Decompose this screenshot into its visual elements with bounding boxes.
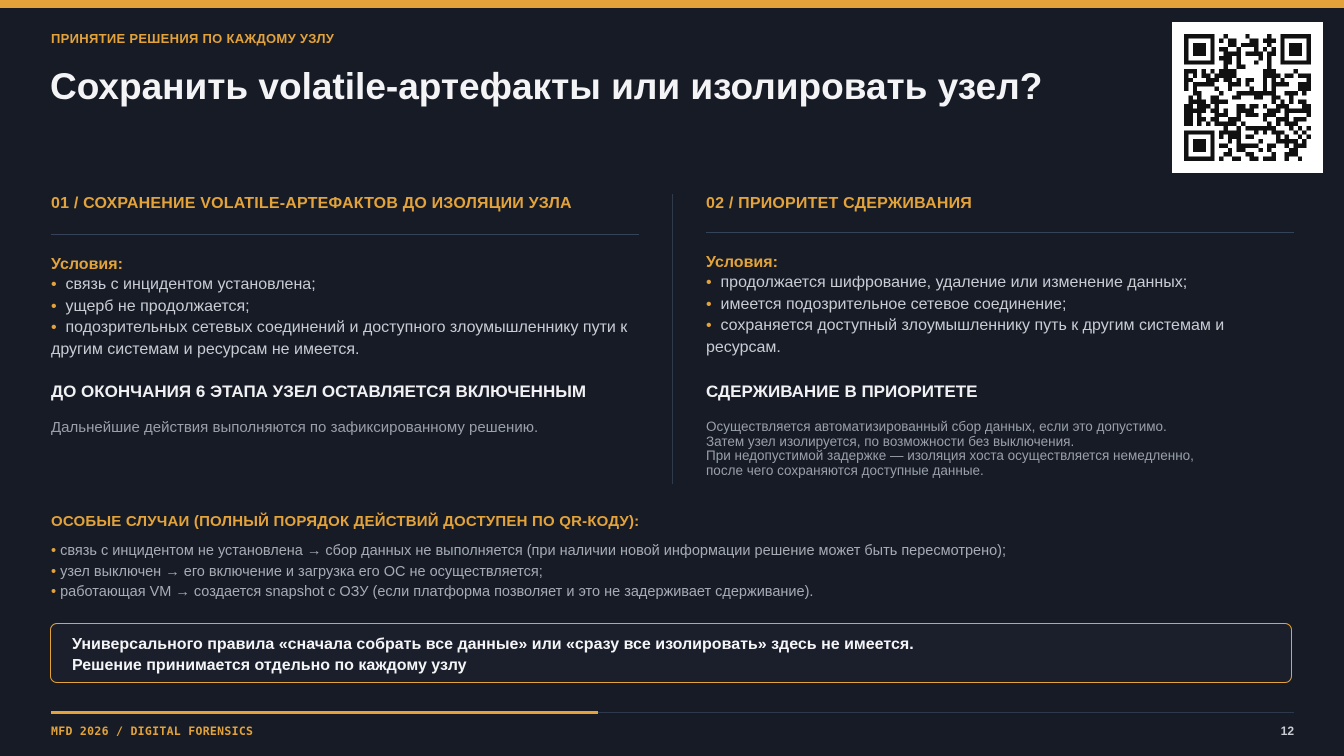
list-item: • имеется подозрительное сетевое соединение; xyxy=(706,295,1067,313)
special-cases-heading: ОСОБЫЕ СЛУЧАИ (ПОЛНЫЙ ПОРЯДОК ДЕЙСТВИЙ ДОСТУПЕН ПО QR-КОДУ): xyxy=(51,513,640,530)
note-line: Затем узел изолируется, по возможности без выключения. xyxy=(706,433,1075,449)
bullet-icon: • xyxy=(706,274,712,291)
list-item: • ущерб не продолжается; xyxy=(51,297,250,315)
list-item: • связь с инцидентом не установлена → сбор данных не выполняется (при наличии новой информации решение может быть пересмотрено); xyxy=(51,543,1007,559)
list-item: • подозрительных сетевых соединений и доступного злоумышленнику пути к другим системам и ресурсам не имеется. xyxy=(51,319,628,358)
conditions-label-left: Условия: xyxy=(51,256,123,273)
page-number: 12 xyxy=(1280,724,1294,738)
top-accent-bar xyxy=(0,0,1344,8)
bullet-icon: • xyxy=(51,563,57,580)
callout-line: Универсального правила «сначала собрать все данные» или «сразу все изолировать» здесь не имеется. xyxy=(72,636,914,653)
callout-line: Решение принимается отдельно по каждому узлу xyxy=(72,657,467,674)
special-cases-list xyxy=(51,541,1006,603)
key-takeaway-callout xyxy=(50,623,1292,683)
option-left-column xyxy=(51,194,639,437)
bullet-icon: • xyxy=(51,584,57,600)
list-item: • сохраняется доступный злоумышленнику путь к другим системам и ресурсам. xyxy=(706,317,1225,356)
option-right-heading: 02 / ПРИОРИТЕТ СДЕРЖИВАНИЯ xyxy=(706,194,1294,233)
bullet-icon: • xyxy=(706,317,712,334)
note-line: При недопустимой задержке — изоляция хоста осуществляется немедленно, xyxy=(706,448,1194,463)
list-item: • связь с инцидентом установлена; xyxy=(51,276,316,293)
bullet-icon: • xyxy=(706,295,712,313)
qr-code-icon[interactable] xyxy=(1172,22,1323,173)
list-item: • продолжается шифрование, удаление или изменение данных; xyxy=(706,274,1188,291)
bullet-icon: • xyxy=(51,543,57,559)
option-right-column xyxy=(706,194,1294,478)
column-divider xyxy=(672,194,673,484)
bullet-icon: • xyxy=(51,297,57,315)
bullet-icon: • xyxy=(51,276,57,293)
qr-code-graphic xyxy=(1184,34,1311,161)
note-line: Осуществляется автоматизированный сбор данных, если это допустимо. xyxy=(706,419,1167,434)
note-line: после чего сохраняются доступные данные. xyxy=(706,462,984,478)
bullet-icon: • xyxy=(51,319,57,336)
list-item: • узел выключен → его включение и загрузка его ОС не осуществляется; xyxy=(51,563,543,580)
conditions-list-left xyxy=(51,274,639,360)
option-left-heading: 01 / СОХРАНЕНИЕ VOLATILE-АРТЕФАКТОВ ДО ИЗОЛЯЦИИ УЗЛА xyxy=(51,194,639,235)
option-left-note: Дальнейшие действия выполняются по зафиксированному решению. xyxy=(51,419,539,436)
conditions-list-right xyxy=(706,272,1294,358)
option-right-subheading: СДЕРЖИВАНИЕ В ПРИОРИТЕТЕ xyxy=(706,382,978,401)
footer-label: MFD 2026 / DIGITAL FORENSICS xyxy=(51,724,254,738)
option-right-note xyxy=(706,420,1294,478)
list-item: • работающая VM → создается snapshot с ОЗУ (если платформа позволяет и это не задерживает сдерживание). xyxy=(51,584,814,600)
option-left-subheading: ДО ОКОНЧАНИЯ 6 ЭТАПА УЗЕЛ ОСТАВЛЯЕТСЯ ВКЛЮЧЕННЫМ xyxy=(51,382,587,401)
slide-title: Сохранить volatile-артефакты или изолировать узел? xyxy=(50,66,1043,107)
footer-progress-fill xyxy=(51,711,598,714)
conditions-label-right: Условия: xyxy=(706,254,778,271)
section-kicker: ПРИНЯТИЕ РЕШЕНИЯ ПО КАЖДОМУ УЗЛУ xyxy=(51,31,335,46)
